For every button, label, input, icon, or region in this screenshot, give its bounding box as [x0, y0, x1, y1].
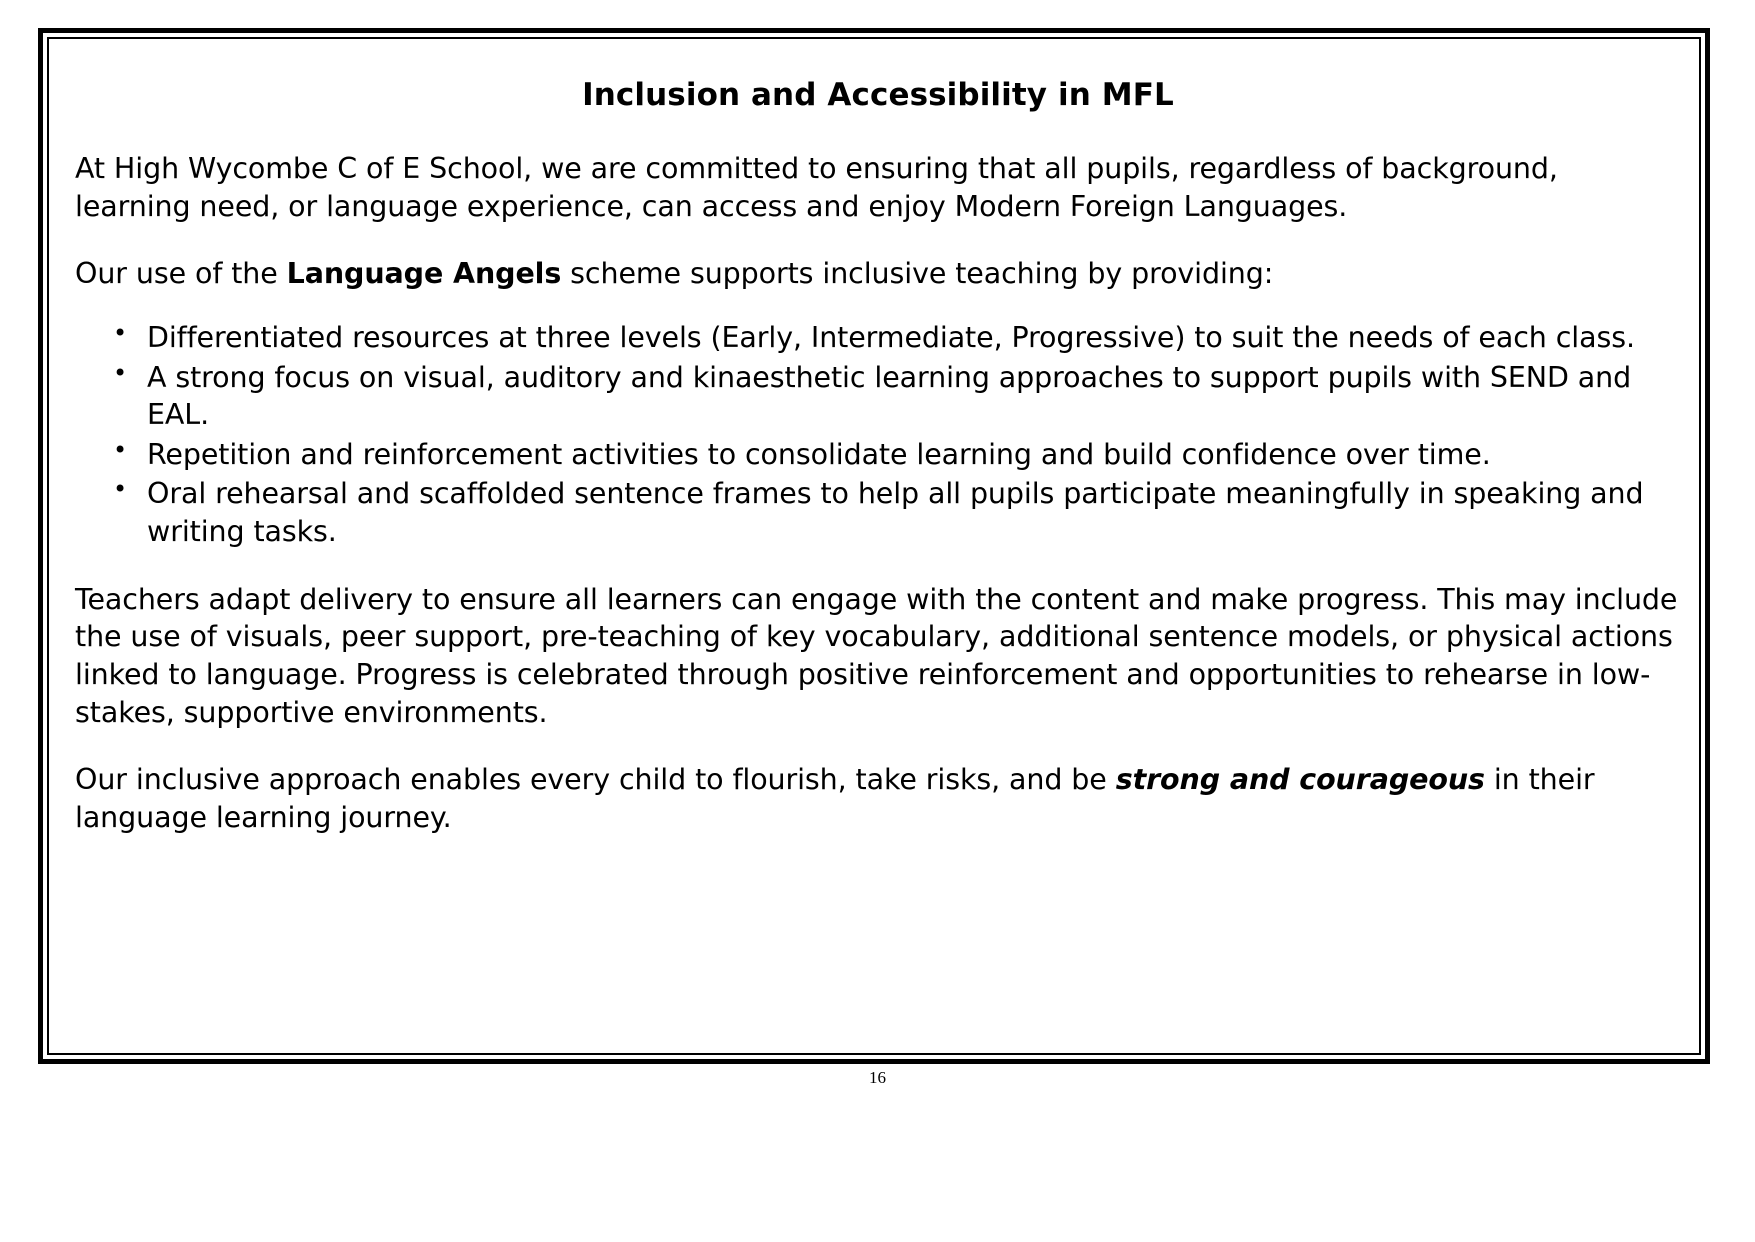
page-content	[75, 65, 1681, 1043]
page-border-outer	[38, 28, 1710, 1064]
list-item: • A strong focus on visual, auditory and kinaesthetic learning approaches to support pupils with SEND and EAL.	[147, 359, 1681, 434]
teachers-paragraph: Teachers adapt delivery to ensure all learners can engage with the content and make progress. This may include the use of visuals, peer support, pre-teaching of key vocabulary, additional sentence models, or physical actions linked to language. Progress is celebrated through positive reinforcement and opportunities to rehearse in low-stakes, supportive environments.	[75, 582, 1678, 729]
intro-paragraph: At High Wycombe C of E School, we are committed to ensuring that all pupils, regardless of background, learning need, or language experience, can access and enjoy Modern Foreign Languages.	[75, 152, 1558, 223]
closing-paragraph	[75, 761, 1681, 836]
scheme-name: Language Angels	[286, 257, 562, 291]
closing-paragraph-tail: in their language learning journey.	[75, 763, 1595, 834]
page-number: 16	[869, 1068, 886, 1087]
closing-paragraph-lead: Our inclusive approach enables every child to flourish, take risks, and be	[75, 763, 1116, 797]
inclusion-bullet-list	[75, 319, 1681, 551]
closing-emphasis: strong and courageous	[1115, 763, 1485, 797]
scheme-paragraph	[75, 255, 1681, 293]
list-item: • Oral rehearsal and scaffolded sentence frames to help all pupils participate meaningfully in speaking and writing tasks.	[147, 475, 1681, 550]
list-item: • Differentiated resources at three levels (Early, Intermediate, Progressive) to suit the needs of each class.	[147, 319, 1681, 357]
page-title: Inclusion and Accessibility in MFL	[582, 77, 1174, 113]
scheme-paragraph-lead: Our use of the	[75, 257, 287, 291]
list-item: • Repetition and reinforcement activities to consolidate learning and build confidence over time.	[147, 436, 1681, 474]
page-border-inner	[47, 37, 1701, 1055]
scheme-paragraph-tail: scheme supports inclusive teaching by providing:	[561, 257, 1274, 291]
